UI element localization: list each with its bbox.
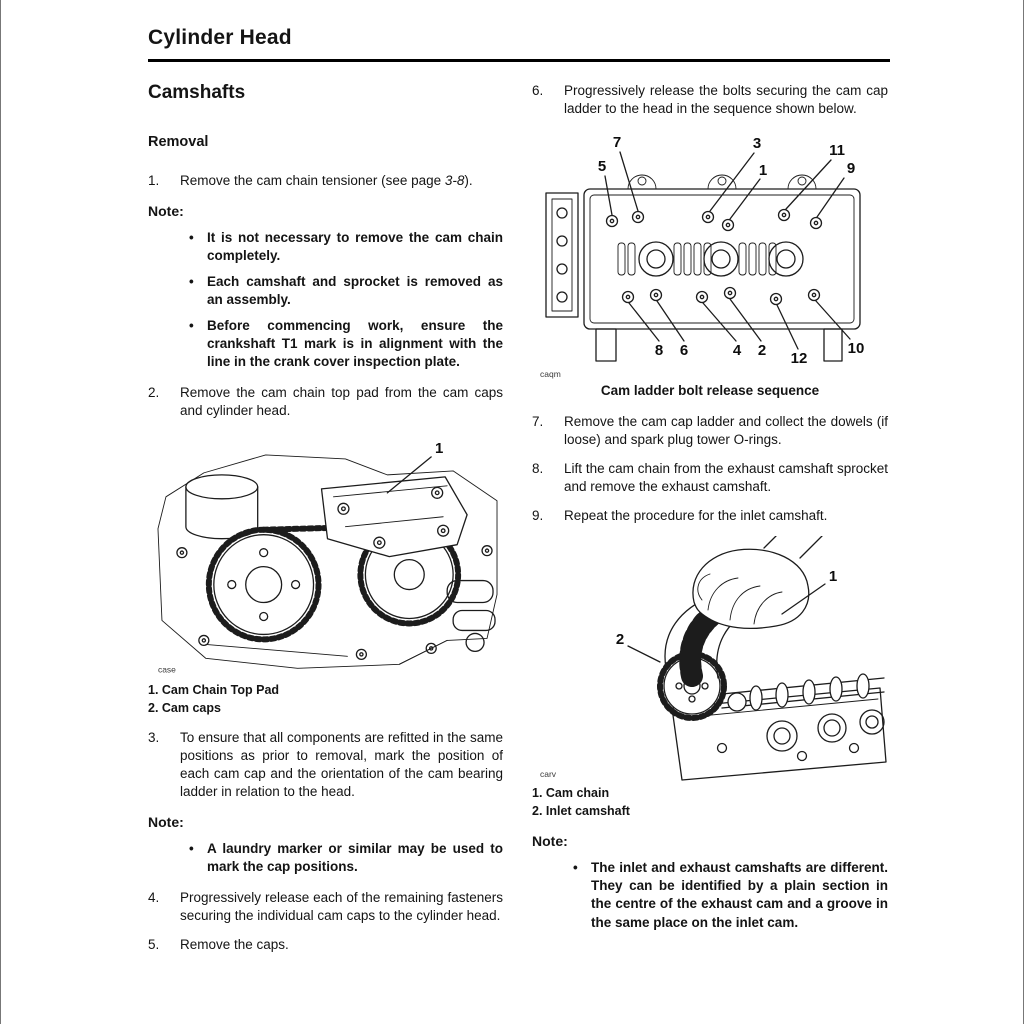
step-2-text: Remove the cam chain top pad from the cam caps and cylinder head. xyxy=(180,385,503,419)
step-9 xyxy=(532,507,888,525)
note-label-1: Note: xyxy=(148,202,184,219)
fig3-code: carv xyxy=(540,769,557,780)
step-8-number: 8. xyxy=(532,460,544,476)
fig2-bolt-label-7: 7 xyxy=(612,133,622,151)
figure-cam-chain-top-pad xyxy=(148,431,503,717)
fig3-caption-line1: 1. Cam chain xyxy=(532,786,610,801)
step-6-text: Progressively release the bolts securing the cam cap ladder to the head in the sequence shown below. xyxy=(564,82,888,116)
step-6 xyxy=(532,82,888,118)
right-column xyxy=(532,82,888,966)
step-2 xyxy=(148,384,503,420)
step-7-number: 7. xyxy=(532,413,544,429)
fig1-caption xyxy=(148,681,503,717)
note-bullet-text: A laundry marker or similar may be used to mark the cap positions. xyxy=(207,841,503,875)
step-8-text: Lift the cam chain from the exhaust camshaft sprocket and remove the exhaust camshaft. xyxy=(564,460,888,494)
cam-chain-top-pad-illustration xyxy=(148,431,503,678)
step-1-number: 1. xyxy=(148,172,160,188)
fig1-callout-1: 1 xyxy=(435,440,444,458)
note-bullet xyxy=(186,273,503,309)
figure-cam-chain-removal xyxy=(532,536,888,820)
step-4-number: 4. xyxy=(148,890,160,906)
step-7 xyxy=(532,413,888,449)
note-list-1 xyxy=(186,229,503,372)
fig2-bolt-label-11: 11 xyxy=(829,141,845,159)
fig2-bolt-label-8: 8 xyxy=(654,341,664,359)
cam-chain-removal-illustration xyxy=(532,536,888,782)
fig2-bolt-label-5: 5 xyxy=(597,157,607,175)
fig1-caption-line2: 2. Cam caps xyxy=(148,700,221,715)
note-bullet-text: It is not necessary to remove the cam chain completely. xyxy=(207,229,503,263)
note-bullet xyxy=(186,229,503,265)
step-3 xyxy=(148,729,503,801)
fig1-caption-line1: 1. Cam Chain Top Pad xyxy=(148,682,280,697)
fig2-bolt-label-10: 10 xyxy=(847,339,865,357)
subsection-title-removal: Removal xyxy=(148,133,209,150)
fig2-bolt-label-9: 9 xyxy=(846,159,856,177)
step-5-text: Remove the caps. xyxy=(180,937,289,953)
page-header xyxy=(148,26,890,62)
fig2-bolt-label-4: 4 xyxy=(732,341,742,359)
fig3-callout-2: 2 xyxy=(615,631,625,649)
header-rule xyxy=(148,59,890,62)
note-bullet xyxy=(570,859,888,931)
figure-cam-ladder-sequence xyxy=(532,129,888,398)
cam-ladder-bolt-sequence-illustration xyxy=(532,129,888,381)
note-list-right xyxy=(570,859,888,931)
fig1-code: case xyxy=(157,664,176,675)
step-1-text-post: ). xyxy=(464,172,473,188)
step-1 xyxy=(148,172,503,190)
note-label-right: Note: xyxy=(532,833,568,850)
note-bullet xyxy=(186,840,503,876)
step-1-text-pre: Remove the cam chain tensioner (see page xyxy=(180,172,445,188)
step-4 xyxy=(148,889,503,925)
note-list-2 xyxy=(186,840,503,876)
note-bullet xyxy=(186,317,503,371)
step-5 xyxy=(148,936,503,954)
page-edge-left xyxy=(0,0,1,1024)
two-column-layout xyxy=(148,82,890,966)
fig2-bolt-label-6: 6 xyxy=(679,341,689,359)
fig2-caption: Cam ladder bolt release sequence xyxy=(600,382,820,398)
step-2-number: 2. xyxy=(148,385,160,401)
page-title: Cylinder Head xyxy=(148,26,292,49)
engine-drawing xyxy=(158,455,497,668)
note-bullet-text: Before commencing work, ensure the crankshaft T1 mark is in alignment with the line in the crank cover inspection plate. xyxy=(207,317,503,370)
step-8 xyxy=(532,460,888,496)
step-4-text: Progressively release each of the remaining fasteners securing the individual cam caps to the cylinder head. xyxy=(180,890,503,924)
cam-ladder-drawing xyxy=(546,152,860,361)
step-3-number: 3. xyxy=(148,729,160,745)
fig2-bolt-label-3: 3 xyxy=(752,134,762,152)
step-5-number: 5. xyxy=(148,937,160,953)
fig2-bolt-label-1: 1 xyxy=(758,161,768,179)
fig3-caption-line2: 2. Inlet camshaft xyxy=(532,804,630,819)
step-1-text xyxy=(180,172,503,190)
note-bullet-text: Each camshaft and sprocket is removed as an assembly. xyxy=(207,273,503,307)
section-title: Camshafts xyxy=(148,81,246,103)
left-column xyxy=(148,82,503,966)
fig3-caption xyxy=(532,784,888,820)
step-9-number: 9. xyxy=(532,507,544,523)
fig3-callout-1: 1 xyxy=(828,568,838,586)
camshaft-drawing xyxy=(628,536,886,780)
step-1-page-ref: 3-8 xyxy=(444,172,465,188)
note-bullet-text: The inlet and exhaust camshafts are different. They can be identified by a plain section in the centre of the exhaust cam and a groove in the same place on the inlet cam. xyxy=(591,860,888,930)
step-6-number: 6. xyxy=(532,82,544,98)
step-9-text: Repeat the procedure for the inlet camshaft. xyxy=(564,507,828,523)
step-7-text: Remove the cam cap ladder and collect the dowels (if loose) and spark plug tower O-rings. xyxy=(564,413,888,447)
fig2-bolt-label-12: 12 xyxy=(790,349,808,367)
fig2-bolt-label-2: 2 xyxy=(757,341,767,359)
fig2-code: caqm xyxy=(540,368,561,379)
note-label-2: Note: xyxy=(148,814,184,831)
step-3-text: To ensure that all components are refitted in the same positions as prior to removal, mark the position of each cam cap and the orientation of the cam bearing ladder in relation to the head. xyxy=(180,729,503,800)
